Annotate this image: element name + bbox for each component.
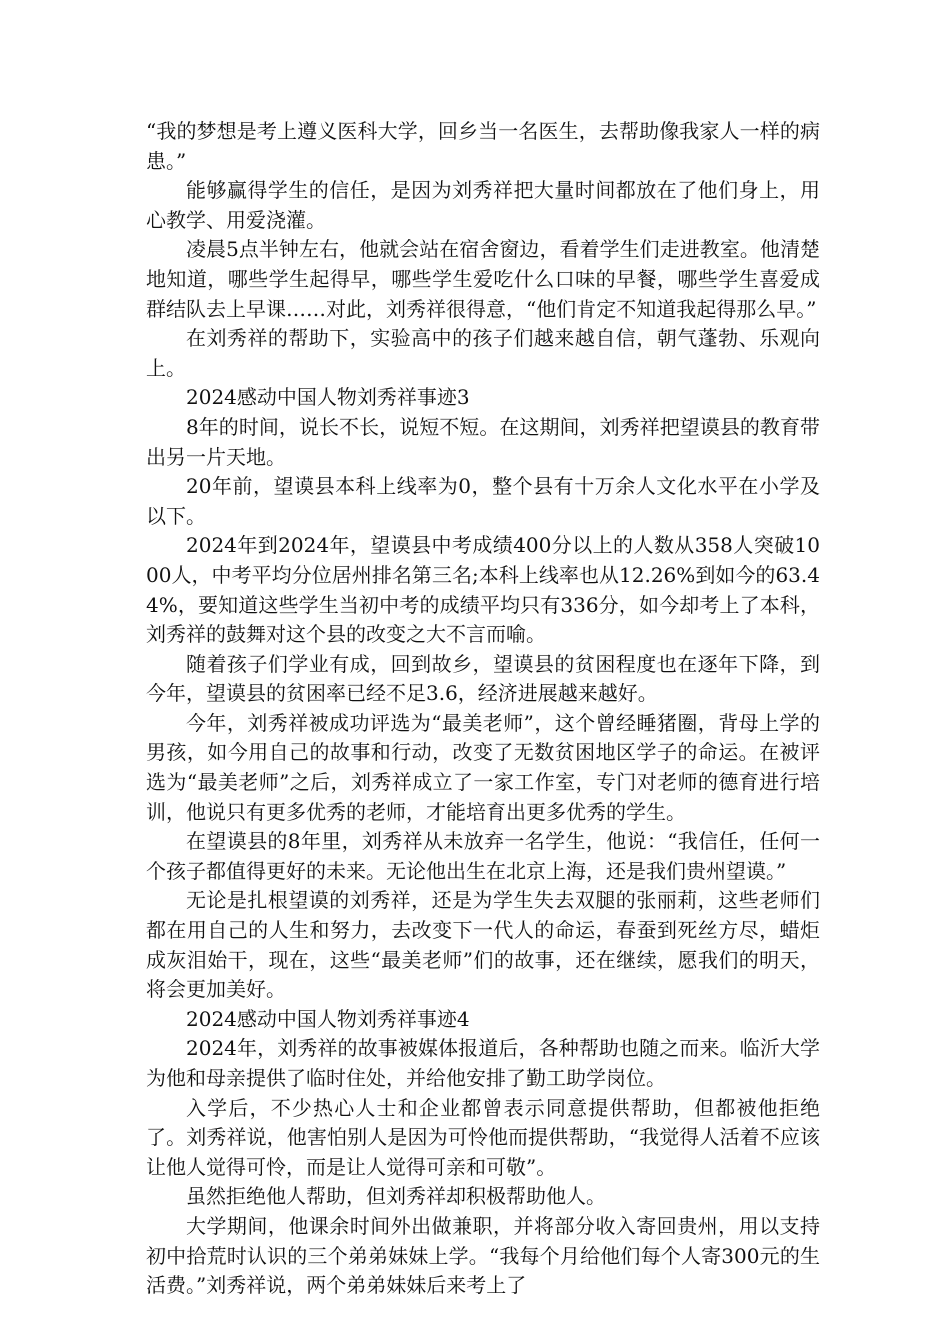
paragraph: 无论是扎根望谟的刘秀祥，还是为学生失去双腿的张丽莉，这些老师们都在用自己的人生和努力，去改变下一代人的命运，春蚕到死丝方尽，蜡炬成灰泪始干，现在，这些“最美老师”们的故事，还在继续，愿我们的明天，将会更加美好。 (146, 888, 820, 1002)
paragraph: 能够赢得学生的信任，是因为刘秀祥把大量时间都放在了他们身上，用心教学、用爱浇灌。 (146, 178, 820, 232)
document-page (146, 117, 820, 1301)
section-heading: 2024感动中国人物刘秀祥事迹3 (186, 385, 470, 410)
paragraph: 在刘秀祥的帮助下，实验高中的孩子们越来越自信，朝气蓬勃、乐观向上。 (146, 326, 820, 380)
paragraph: 2024年到2024年，望谟县中考成绩400分以上的人数从358人突破1000人，中考平均分位居州排名第三名;本科上线率也从12.26%到如今的63.44%，要知道这些学生当初中考的成绩平均只有336分，如今却考上了本科，刘秀祥的鼓舞对这个县的改变之大不言而喻。 (146, 533, 820, 647)
paragraph: 大学期间，他课余时间外出做兼职，并将部分收入寄回贵州，用以支持初中拾荒时认识的三个弟弟妹妹上学。“我每个月给他们每个人寄300元的生活费。”刘秀祥说，两个弟弟妹妹后来考上了 (146, 1213, 820, 1298)
paragraph: 虽然拒绝他人帮助，但刘秀祥却积极帮助他人。 (186, 1184, 606, 1209)
paragraph: 8年的时间，说长不长，说短不短。在这期间，刘秀祥把望谟县的教育带出另一片天地。 (146, 414, 820, 469)
section-heading: 2024感动中国人物刘秀祥事迹4 (186, 1006, 470, 1031)
paragraph: 随着孩子们学业有成，回到故乡，望谟县的贫困程度也在逐年下降，到今年，望谟县的贫困率已经不足3.6，经济进展越来越好。 (146, 651, 820, 706)
paragraph: 2024年，刘秀祥的故事被媒体报道后，各种帮助也随之而来。临沂大学为他和母亲提供了临时住处，并给他安排了勤工助学岗位。 (146, 1036, 820, 1090)
paragraph: “我的梦想是考上遵义医科大学，回乡当一名医生，去帮助像我家人一样的病患。” (146, 119, 820, 173)
paragraph: 入学后，不少热心人士和企业都曾表示同意提供帮助，但都被他拒绝了。刘秀祥说，他害怕别人是因为可怜他而提供帮助，“我觉得人活着不应该让他人觉得可怜，而是让人觉得可亲和可敬”。 (146, 1095, 820, 1179)
paragraph: 在望谟县的8年里，刘秀祥从未放弃一名学生，他说：“我信任，任何一个孩子都值得更好的未来。无论他出生在北京上海，还是我们贵州望谟。” (146, 829, 820, 883)
paragraph: 凌晨5点半钟左右，他就会站在宿舍窗边，看着学生们走进教室。他清楚地知道，哪些学生起得早，哪些学生爱吃什么口味的早餐，哪些学生喜爱成群结队去上早课……对此，刘秀祥很得意，“他们肯定不知道我起得那么早。” (146, 237, 820, 321)
paragraph: 20年前，望谟县本科上线率为0，整个县有十万余人文化水平在小学及以下。 (146, 474, 820, 528)
paragraph: 今年，刘秀祥被成功评选为“最美老师”，这个曾经睡猪圈，背母上学的男孩，如今用自己的故事和行动，改变了无数贫困地区学子的命运。在被评选为“最美老师”之后，刘秀祥成立了一家工作室，专门对老师的德育进行培训，他说只有更多优秀的老师，才能培育出更多优秀的学生。 (146, 710, 820, 824)
